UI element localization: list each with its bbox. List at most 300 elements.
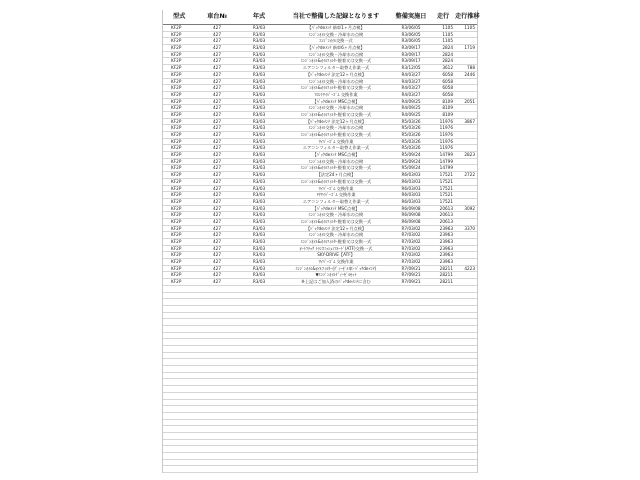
- empty-cell: [237, 386, 281, 393]
- cell-model-year: R3/03: [237, 71, 281, 78]
- empty-row: [163, 446, 477, 453]
- empty-cell: [163, 412, 197, 419]
- cell-mileage-change: [455, 78, 477, 85]
- empty-cell: [237, 299, 281, 306]
- empty-cell: [163, 366, 197, 373]
- empty-cell: [281, 406, 391, 413]
- cell-mileage-change: [455, 58, 477, 65]
- empty-cell: [391, 372, 431, 379]
- cell-mileage-change: 2051: [455, 98, 477, 105]
- empty-cell: [455, 352, 477, 359]
- cell-chassis-no: 427: [197, 71, 237, 78]
- empty-cell: [237, 459, 281, 466]
- empty-cell: [431, 292, 455, 299]
- empty-cell: [163, 406, 197, 413]
- empty-row: [163, 339, 477, 346]
- cell-service-date: R5/03/26: [391, 132, 431, 139]
- empty-cell: [391, 319, 431, 326]
- empty-cell: [455, 325, 477, 332]
- empty-cell: [281, 305, 391, 312]
- table-row: [163, 218, 477, 225]
- empty-cell: [197, 325, 237, 332]
- empty-cell: [197, 466, 237, 473]
- empty-cell: [455, 372, 477, 379]
- empty-cell: [281, 446, 391, 453]
- empty-cell: [281, 292, 391, 299]
- cell-model: KF2P: [163, 259, 197, 266]
- cell-mileage: 23963: [431, 232, 455, 239]
- cell-mileage-change: 3092: [455, 205, 477, 212]
- cell-work-description: ﾜｲﾊﾟｰｺﾞﾑ 交換作業: [281, 138, 391, 145]
- empty-row: [163, 459, 477, 466]
- cell-mileage-change: [455, 138, 477, 145]
- table-row: [163, 252, 477, 259]
- cell-service-date: R6/03/03: [391, 198, 431, 205]
- cell-mileage: 17521: [431, 198, 455, 205]
- cell-mileage: 8109: [431, 105, 455, 112]
- table-row: [163, 239, 477, 246]
- cell-mileage: 11976: [431, 138, 455, 145]
- cell-model-year: R3/03: [237, 279, 281, 286]
- empty-cell: [163, 285, 197, 292]
- empty-cell: [163, 379, 197, 386]
- empty-cell: [237, 285, 281, 292]
- cell-work-description: ※上記はご加入済のﾊﾟｯｸdeﾒﾝﾃに含む: [281, 279, 391, 286]
- cell-mileage-change: [455, 232, 477, 239]
- cell-model-year: R3/03: [237, 25, 281, 32]
- cell-model: KF2P: [163, 225, 197, 232]
- cell-chassis-no: 427: [197, 218, 237, 225]
- empty-row: [163, 432, 477, 439]
- cell-mileage-change: [455, 125, 477, 132]
- empty-cell: [197, 285, 237, 292]
- cell-work-description: ｵｰﾄﾏﾁｯｸ ﾄﾗﾝｽﾐｯｼｮﾝﾌﾙｰﾄﾞ(ATF)交換一式: [281, 245, 391, 252]
- empty-cell: [431, 299, 455, 306]
- cell-chassis-no: 427: [197, 272, 237, 279]
- cell-work-description: 【ﾊﾟｯｸdeﾒﾝﾃ MSC点検】: [281, 205, 391, 212]
- cell-model: KF2P: [163, 125, 197, 132]
- empty-cell: [391, 332, 431, 339]
- cell-model: KF2P: [163, 198, 197, 205]
- cell-mileage: 17521: [431, 185, 455, 192]
- empty-row: [163, 285, 477, 292]
- cell-chassis-no: 427: [197, 125, 237, 132]
- empty-cell: [197, 386, 237, 393]
- table-row: [163, 58, 477, 65]
- cell-model: KF2P: [163, 58, 197, 65]
- empty-cell: [455, 446, 477, 453]
- empty-cell: [455, 453, 477, 460]
- cell-model-year: R3/03: [237, 65, 281, 72]
- cell-chassis-no: 427: [197, 45, 237, 52]
- empty-cell: [431, 346, 455, 353]
- cell-model: KF2P: [163, 272, 197, 279]
- cell-model: KF2P: [163, 218, 197, 225]
- empty-cell: [237, 392, 281, 399]
- empty-cell: [281, 299, 391, 306]
- empty-cell: [237, 432, 281, 439]
- empty-cell: [455, 379, 477, 386]
- cell-mileage: 28211: [431, 279, 455, 286]
- empty-cell: [391, 406, 431, 413]
- cell-service-date: R7/03/02: [391, 245, 431, 252]
- header-model-year: 年式: [237, 10, 281, 25]
- cell-model: KF2P: [163, 85, 197, 92]
- empty-cell: [163, 325, 197, 332]
- empty-cell: [197, 366, 237, 373]
- empty-row: [163, 412, 477, 419]
- cell-work-description: エアコンフィルター取替え作業一式: [281, 65, 391, 72]
- cell-mileage-change: [455, 178, 477, 185]
- table-row: [163, 192, 477, 199]
- cell-model: KF2P: [163, 91, 197, 98]
- cell-chassis-no: 427: [197, 85, 237, 92]
- cell-mileage: 6058: [431, 71, 455, 78]
- cell-work-description: ｴﾝｼﾞﾝｵｲﾙ&ｵｲﾙﾌｨﾙﾀｰ脱着又は交換一式: [281, 218, 391, 225]
- cell-model-year: R3/03: [237, 259, 281, 266]
- empty-cell: [163, 352, 197, 359]
- cell-model: KF2P: [163, 152, 197, 159]
- empty-cell: [281, 352, 391, 359]
- empty-row: [163, 392, 477, 399]
- empty-cell: [431, 372, 455, 379]
- cell-model: KF2P: [163, 172, 197, 179]
- cell-work-description: ｴﾝｼﾞﾝｵｲﾙ交換・冷却水の点検: [281, 232, 391, 239]
- cell-mileage: 6058: [431, 91, 455, 98]
- maintenance-table: [163, 10, 480, 473]
- cell-chassis-no: 427: [197, 212, 237, 219]
- header-mileage-change: 走行推移: [455, 10, 477, 25]
- cell-service-date: R7/03/02: [391, 225, 431, 232]
- empty-cell: [431, 359, 455, 366]
- cell-work-description: 【ﾊﾟｯｸdeﾒﾝﾃ MSC点検】: [281, 98, 391, 105]
- cell-mileage: 28211: [431, 265, 455, 272]
- empty-cell: [455, 359, 477, 366]
- cell-chassis-no: 427: [197, 158, 237, 165]
- empty-cell: [391, 399, 431, 406]
- cell-mileage: 11976: [431, 125, 455, 132]
- cell-mileage-change: [455, 85, 477, 92]
- cell-service-date: R3/06/05: [391, 38, 431, 45]
- empty-cell: [237, 332, 281, 339]
- cell-work-description: 【ﾊﾟｯｸdeﾒﾝﾃ 新車1ヶ月点検】: [281, 25, 391, 32]
- cell-mileage-change: [455, 105, 477, 112]
- cell-work-description: ﾘﾔﾜｲﾊﾟｰｺﾞﾑ 交換作業: [281, 192, 391, 199]
- empty-cell: [197, 392, 237, 399]
- cell-service-date: R6/03/03: [391, 192, 431, 199]
- empty-cell: [431, 332, 455, 339]
- empty-cell: [281, 319, 391, 326]
- empty-cell: [197, 319, 237, 326]
- cell-model: KF2P: [163, 45, 197, 52]
- empty-row: [163, 379, 477, 386]
- cell-work-description: ｴﾝｼﾞﾝｵｲﾙ交換・冷却水の点検: [281, 125, 391, 132]
- empty-cell: [431, 399, 455, 406]
- cell-chassis-no: 427: [197, 265, 237, 272]
- cell-service-date: R7/03/02: [391, 259, 431, 266]
- cell-model-year: R3/03: [237, 45, 281, 52]
- cell-mileage: 11976: [431, 145, 455, 152]
- cell-mileage: 23963: [431, 239, 455, 246]
- cell-chassis-no: 427: [197, 111, 237, 118]
- empty-cell: [281, 372, 391, 379]
- empty-cell: [197, 412, 237, 419]
- cell-mileage-change: 3370: [455, 225, 477, 232]
- empty-cell: [197, 419, 237, 426]
- empty-cell: [281, 419, 391, 426]
- empty-cell: [237, 346, 281, 353]
- cell-chassis-no: 427: [197, 25, 237, 32]
- empty-cell: [431, 439, 455, 446]
- cell-mileage-change: [455, 111, 477, 118]
- empty-cell: [163, 446, 197, 453]
- table-row: [163, 25, 477, 32]
- cell-model: KF2P: [163, 178, 197, 185]
- cell-mileage-change: [455, 218, 477, 225]
- cell-model: KF2P: [163, 78, 197, 85]
- empty-cell: [237, 419, 281, 426]
- empty-cell: [163, 426, 197, 433]
- cell-mileage-change: [455, 252, 477, 259]
- cell-model: KF2P: [163, 239, 197, 246]
- cell-work-description: ｴﾝｼﾞﾝｵｲﾙ交換・冷却水の点検: [281, 105, 391, 112]
- empty-cell: [197, 359, 237, 366]
- cell-work-description: ｴﾝｼﾞﾝｵｲﾙ交換・冷却水の点検: [281, 158, 391, 165]
- empty-cell: [237, 439, 281, 446]
- cell-service-date: R5/09/24: [391, 152, 431, 159]
- empty-cell: [237, 406, 281, 413]
- cell-model-year: R3/03: [237, 239, 281, 246]
- cell-model-year: R3/03: [237, 152, 281, 159]
- maintenance-record-sheet: [162, 10, 478, 473]
- cell-model-year: R3/03: [237, 85, 281, 92]
- table-row: [163, 71, 477, 78]
- empty-cell: [431, 412, 455, 419]
- empty-cell: [431, 386, 455, 393]
- cell-work-description: ｴﾝｼﾞﾝｵｲﾙ&ｵｲﾙﾌｨﾙﾀｰ脱着又は交換一式: [281, 132, 391, 139]
- empty-cell: [455, 319, 477, 326]
- cell-work-description: SKY-DRIVE【ATF】: [281, 252, 391, 259]
- cell-work-description: ▼ｴﾝｼﾞﾝｵｲﾙﾃﾞｨｰｾﾞﾙｾｯﾄ: [281, 272, 391, 279]
- table-row: [163, 172, 477, 179]
- cell-model: KF2P: [163, 138, 197, 145]
- empty-cell: [455, 366, 477, 373]
- empty-cell: [431, 459, 455, 466]
- cell-mileage: 3612: [431, 65, 455, 72]
- cell-service-date: R6/03/03: [391, 178, 431, 185]
- empty-row: [163, 352, 477, 359]
- cell-model: KF2P: [163, 51, 197, 58]
- empty-cell: [391, 419, 431, 426]
- cell-service-date: R6/09/08: [391, 212, 431, 219]
- empty-cell: [197, 352, 237, 359]
- cell-model-year: R3/03: [237, 158, 281, 165]
- cell-work-description: ﾜｲﾊﾟｰｺﾞﾑ 交換作業: [281, 185, 391, 192]
- cell-work-description: ｴﾝｼﾞﾝｵｲﾙ&ｵｲﾙﾌｨﾙﾀｰ脱着又は交換一式: [281, 111, 391, 118]
- empty-cell: [281, 426, 391, 433]
- table-row: [163, 78, 477, 85]
- cell-model: KF2P: [163, 265, 197, 272]
- empty-cell: [281, 312, 391, 319]
- cell-mileage: 11976: [431, 118, 455, 125]
- empty-cell: [431, 432, 455, 439]
- empty-cell: [431, 285, 455, 292]
- empty-cell: [455, 406, 477, 413]
- cell-model: KF2P: [163, 98, 197, 105]
- header-mileage: 走行: [431, 10, 455, 25]
- cell-model: KF2P: [163, 158, 197, 165]
- empty-cell: [455, 305, 477, 312]
- empty-cell: [391, 412, 431, 419]
- table-row: [163, 279, 477, 286]
- cell-chassis-no: 427: [197, 132, 237, 139]
- cell-service-date: R7/03/02: [391, 232, 431, 239]
- empty-cell: [163, 453, 197, 460]
- empty-cell: [391, 359, 431, 366]
- empty-cell: [391, 325, 431, 332]
- cell-mileage-change: [455, 279, 477, 286]
- empty-cell: [237, 325, 281, 332]
- cell-mileage: 8109: [431, 111, 455, 118]
- table-row: [163, 138, 477, 145]
- cell-mileage-change: [455, 185, 477, 192]
- cell-model-year: R3/03: [237, 145, 281, 152]
- empty-cell: [197, 459, 237, 466]
- empty-cell: [281, 325, 391, 332]
- empty-cell: [281, 332, 391, 339]
- cell-work-description: ｴﾝｼﾞﾝｵｲﾙ&ｵｲﾙﾌｨﾙﾀｰ脱着又は交換一式: [281, 165, 391, 172]
- empty-cell: [391, 466, 431, 473]
- empty-cell: [431, 305, 455, 312]
- cell-work-description: ｴﾝｼﾞﾝｵｲﾙ交換・冷却水の点検: [281, 212, 391, 219]
- empty-cell: [431, 426, 455, 433]
- cell-service-date: R7/09/21: [391, 272, 431, 279]
- empty-row: [163, 439, 477, 446]
- cell-model-year: R3/03: [237, 272, 281, 279]
- empty-cell: [455, 386, 477, 393]
- table-row: [163, 85, 477, 92]
- table-row: [163, 98, 477, 105]
- empty-cell: [237, 453, 281, 460]
- cell-chassis-no: 427: [197, 58, 237, 65]
- empty-cell: [455, 339, 477, 346]
- cell-work-description: 【法定24ヶ月点検】: [281, 172, 391, 179]
- table-row: [163, 225, 477, 232]
- cell-model-year: R3/03: [237, 165, 281, 172]
- empty-cell: [391, 305, 431, 312]
- cell-chassis-no: 427: [197, 65, 237, 72]
- empty-row: [163, 372, 477, 379]
- cell-chassis-no: 427: [197, 78, 237, 85]
- table-row: [163, 185, 477, 192]
- empty-row: [163, 466, 477, 473]
- empty-row: [163, 325, 477, 332]
- empty-cell: [197, 372, 237, 379]
- cell-model: KF2P: [163, 192, 197, 199]
- empty-cell: [281, 412, 391, 419]
- empty-cell: [391, 339, 431, 346]
- empty-cell: [237, 412, 281, 419]
- table-row: [163, 125, 477, 132]
- empty-cell: [237, 359, 281, 366]
- cell-mileage: 23963: [431, 259, 455, 266]
- empty-row: [163, 453, 477, 460]
- cell-work-description: ｴﾝｼﾞﾝｵｲﾙ交換一式: [281, 38, 391, 45]
- empty-cell: [163, 299, 197, 306]
- cell-chassis-no: 427: [197, 152, 237, 159]
- empty-cell: [163, 386, 197, 393]
- cell-mileage-change: [455, 239, 477, 246]
- cell-mileage: 14799: [431, 158, 455, 165]
- cell-mileage-change: 1105: [455, 25, 477, 32]
- table-row: [163, 132, 477, 139]
- cell-model: KF2P: [163, 111, 197, 118]
- empty-cell: [431, 453, 455, 460]
- cell-mileage: 20613: [431, 212, 455, 219]
- cell-model: KF2P: [163, 25, 197, 32]
- empty-cell: [431, 312, 455, 319]
- table-row: [163, 178, 477, 185]
- cell-work-description: ｴﾝｼﾞﾝｵｲﾙ&ｵｲﾙﾌｨﾙﾀｰ脱着又は交換一式: [281, 178, 391, 185]
- cell-work-description: 【ﾊﾟｯｸdeﾒﾝﾃ MSC点検】: [281, 152, 391, 159]
- cell-service-date: R5/03/26: [391, 125, 431, 132]
- empty-cell: [431, 446, 455, 453]
- cell-model-year: R3/03: [237, 205, 281, 212]
- cell-model: KF2P: [163, 118, 197, 125]
- cell-mileage-change: 3867: [455, 118, 477, 125]
- empty-cell: [237, 372, 281, 379]
- cell-service-date: R3/09/17: [391, 45, 431, 52]
- empty-cell: [197, 432, 237, 439]
- empty-cell: [237, 426, 281, 433]
- cell-chassis-no: 427: [197, 91, 237, 98]
- cell-mileage: 2824: [431, 45, 455, 52]
- empty-cell: [455, 426, 477, 433]
- cell-model-year: R3/03: [237, 225, 281, 232]
- cell-mileage-change: [455, 259, 477, 266]
- cell-mileage-change: [455, 145, 477, 152]
- cell-chassis-no: 427: [197, 232, 237, 239]
- empty-cell: [281, 339, 391, 346]
- cell-work-description: ｴﾝｼﾞﾝｵｲﾙ交換・冷却水の点検: [281, 31, 391, 38]
- cell-chassis-no: 427: [197, 252, 237, 259]
- cell-model: KF2P: [163, 205, 197, 212]
- cell-service-date: R5/03/26: [391, 138, 431, 145]
- empty-row: [163, 319, 477, 326]
- empty-cell: [455, 312, 477, 319]
- cell-service-date: R6/09/08: [391, 205, 431, 212]
- empty-cell: [281, 366, 391, 373]
- empty-cell: [197, 332, 237, 339]
- table-row: [163, 51, 477, 58]
- empty-cell: [237, 399, 281, 406]
- cell-mileage: 11976: [431, 132, 455, 139]
- cell-mileage: 20613: [431, 218, 455, 225]
- cell-service-date: R5/03/26: [391, 118, 431, 125]
- empty-cell: [391, 312, 431, 319]
- empty-cell: [163, 312, 197, 319]
- empty-row: [163, 305, 477, 312]
- empty-cell: [455, 399, 477, 406]
- cell-mileage-change: [455, 158, 477, 165]
- cell-model-year: R3/03: [237, 185, 281, 192]
- cell-work-description: ﾜｲﾊﾟｰｺﾞﾑ 交換作業: [281, 259, 391, 266]
- cell-chassis-no: 427: [197, 225, 237, 232]
- table-row: [163, 38, 477, 45]
- cell-model-year: R3/03: [237, 31, 281, 38]
- cell-chassis-no: 427: [197, 98, 237, 105]
- empty-cell: [391, 386, 431, 393]
